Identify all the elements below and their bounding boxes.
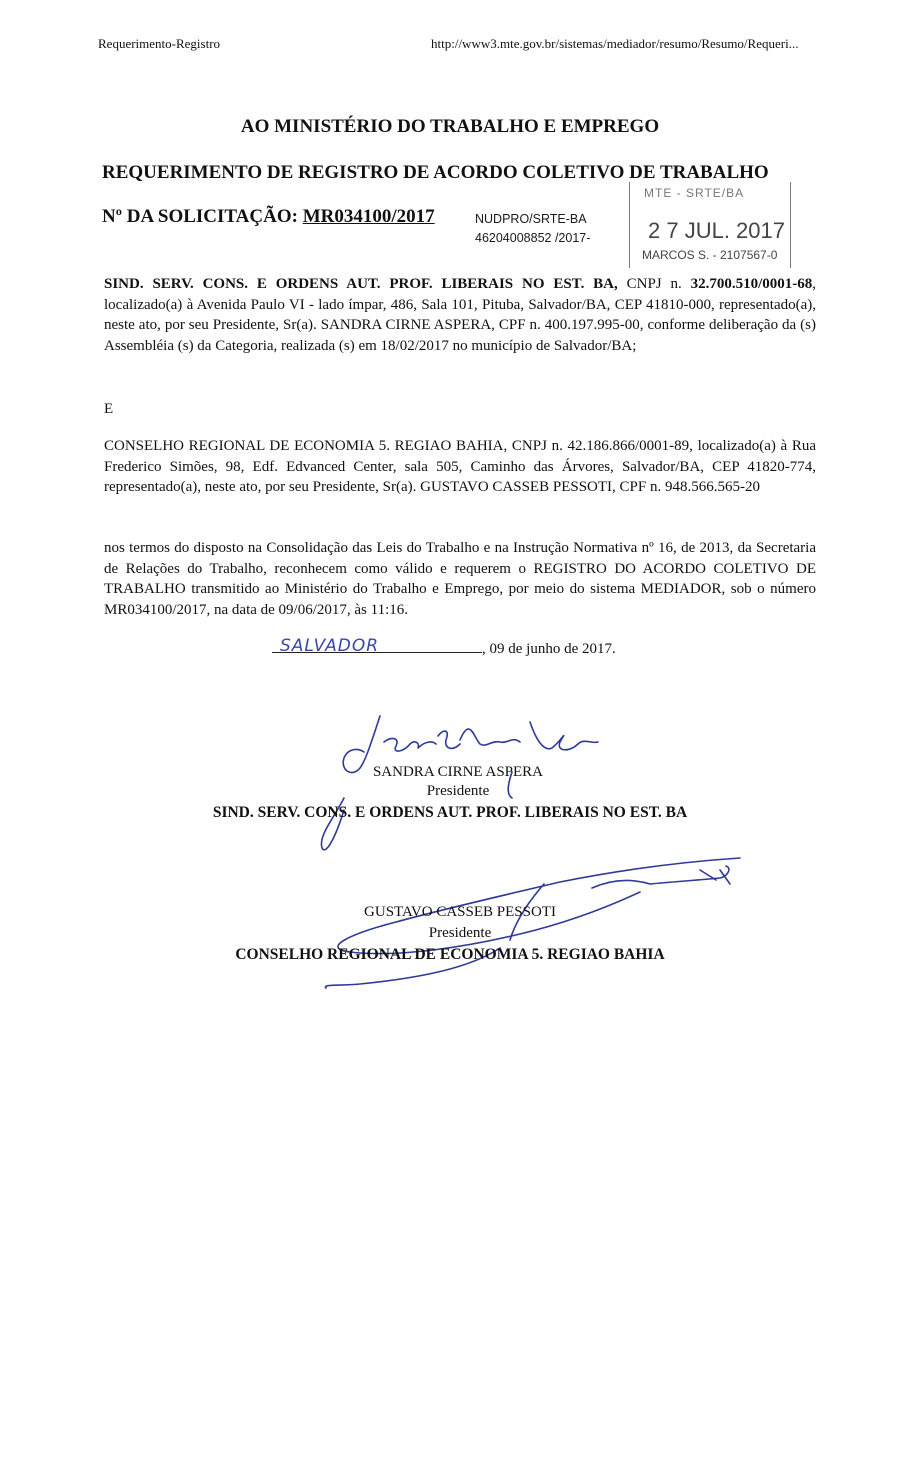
signatory-2-role: Presidente [428,925,492,941]
signatory-1-role: Presidente [426,783,490,799]
stamp-agency: MTE - SRTE/BA [644,186,745,200]
request-body: nos termos do disposto na Consolidação das Leis do Trabalho e na Instrução Normativa nº 16, de 2013, da Secretaria de Relações do Trabalho, reconhecem como válido e requerem o REGISTRO DO ACORDO COLETIVO DE TRABALHO transmitido ao Ministério do Trabalho e Emprego, por meio do sistema MEDIADOR, sob o número MR034100/2017, na data de 09/06/2017, às 11:16. [104,540,816,618]
stamp-date: 2 7 JUL. 2017 [648,218,785,243]
stamp-code: MARCOS S. - 2107567-0 [642,248,778,262]
solicitation-number: MR034100/2017 [302,206,435,227]
signature-gustavo [325,858,740,988]
handwritten-city: SALVADOR [280,636,380,656]
signatory-2-name: GUSTAVO CASSEB PESSOTI [364,904,556,920]
party-1-name: SIND. SERV. CONS. E ORDENS AUT. PROF. LIBERAIS NO EST. BA, [104,276,618,292]
page-subtitle: REQUERIMENTO DE REGISTRO DE ACORDO COLETIVO DE TRABALHO [102,162,769,183]
party-2-paragraph: CONSELHO REGIONAL DE ECONOMIA 5. REGIAO BAHIA, CNPJ n. 42.186.866/0001-89, localizado(a) à Rua Frederico Simões, 98, Edf. Edvanced Center, sala 505, Caminho das Árvores, Salvador/BA, CEP 41820-774, representado(a), neste ato, por seu Presidente, Sr(a). GUSTAVO CASSEB PESSOTI, CPF n. 948.566.565-20 [104,438,816,495]
signatory-1-name: SANDRA CIRNE ASPERA [372,764,544,780]
party-1-details: , localizado(a) à Avenida Paulo VI - lado ímpar, 486, Sala 101, Pituba, Salvador/BA, CEP 41810-000, representado(a), neste ato, por seu Presidente, Sr(a). SANDRA CIRNE ASPERA, CPF n. 400.197.995-00, conforme deliberação da (s) Assembléia (s) da Categoria, realizada (s) em 18/02/2017 no município de Salvador/BA; [104,276,817,354]
signatory-2-org: CONSELHO REGIONAL DE ECONOMIA 5. REGIAO BAHIA [235,946,665,963]
party-1-cnpj: 32.700.510/0001-68 [690,276,813,292]
conjunction: E [104,401,114,417]
header-doc-title: Requerimento-Registro [98,36,221,51]
protocol-line-1: NUDPRO/SRTE-BA [475,212,587,226]
protocol-line-2: 46204008852 /2017- [475,231,591,245]
signatory-1-org: SIND. SERV. CONS. E ORDENS AUT. PROF. LIBERAIS NO EST. BA [212,804,688,821]
header-url: http://www3.mte.gov.br/sistemas/mediador/resumo/Resumo/Requeri... [431,36,799,51]
date-text: , 09 de junho de 2017. [482,641,616,657]
page-title: AO MINISTÉRIO DO TRABALHO E EMPREGO [240,116,660,137]
party-1-cnpj-label: CNPJ n. [626,276,682,292]
solicitation-label: Nº DA SOLICITAÇÃO: [102,206,298,227]
